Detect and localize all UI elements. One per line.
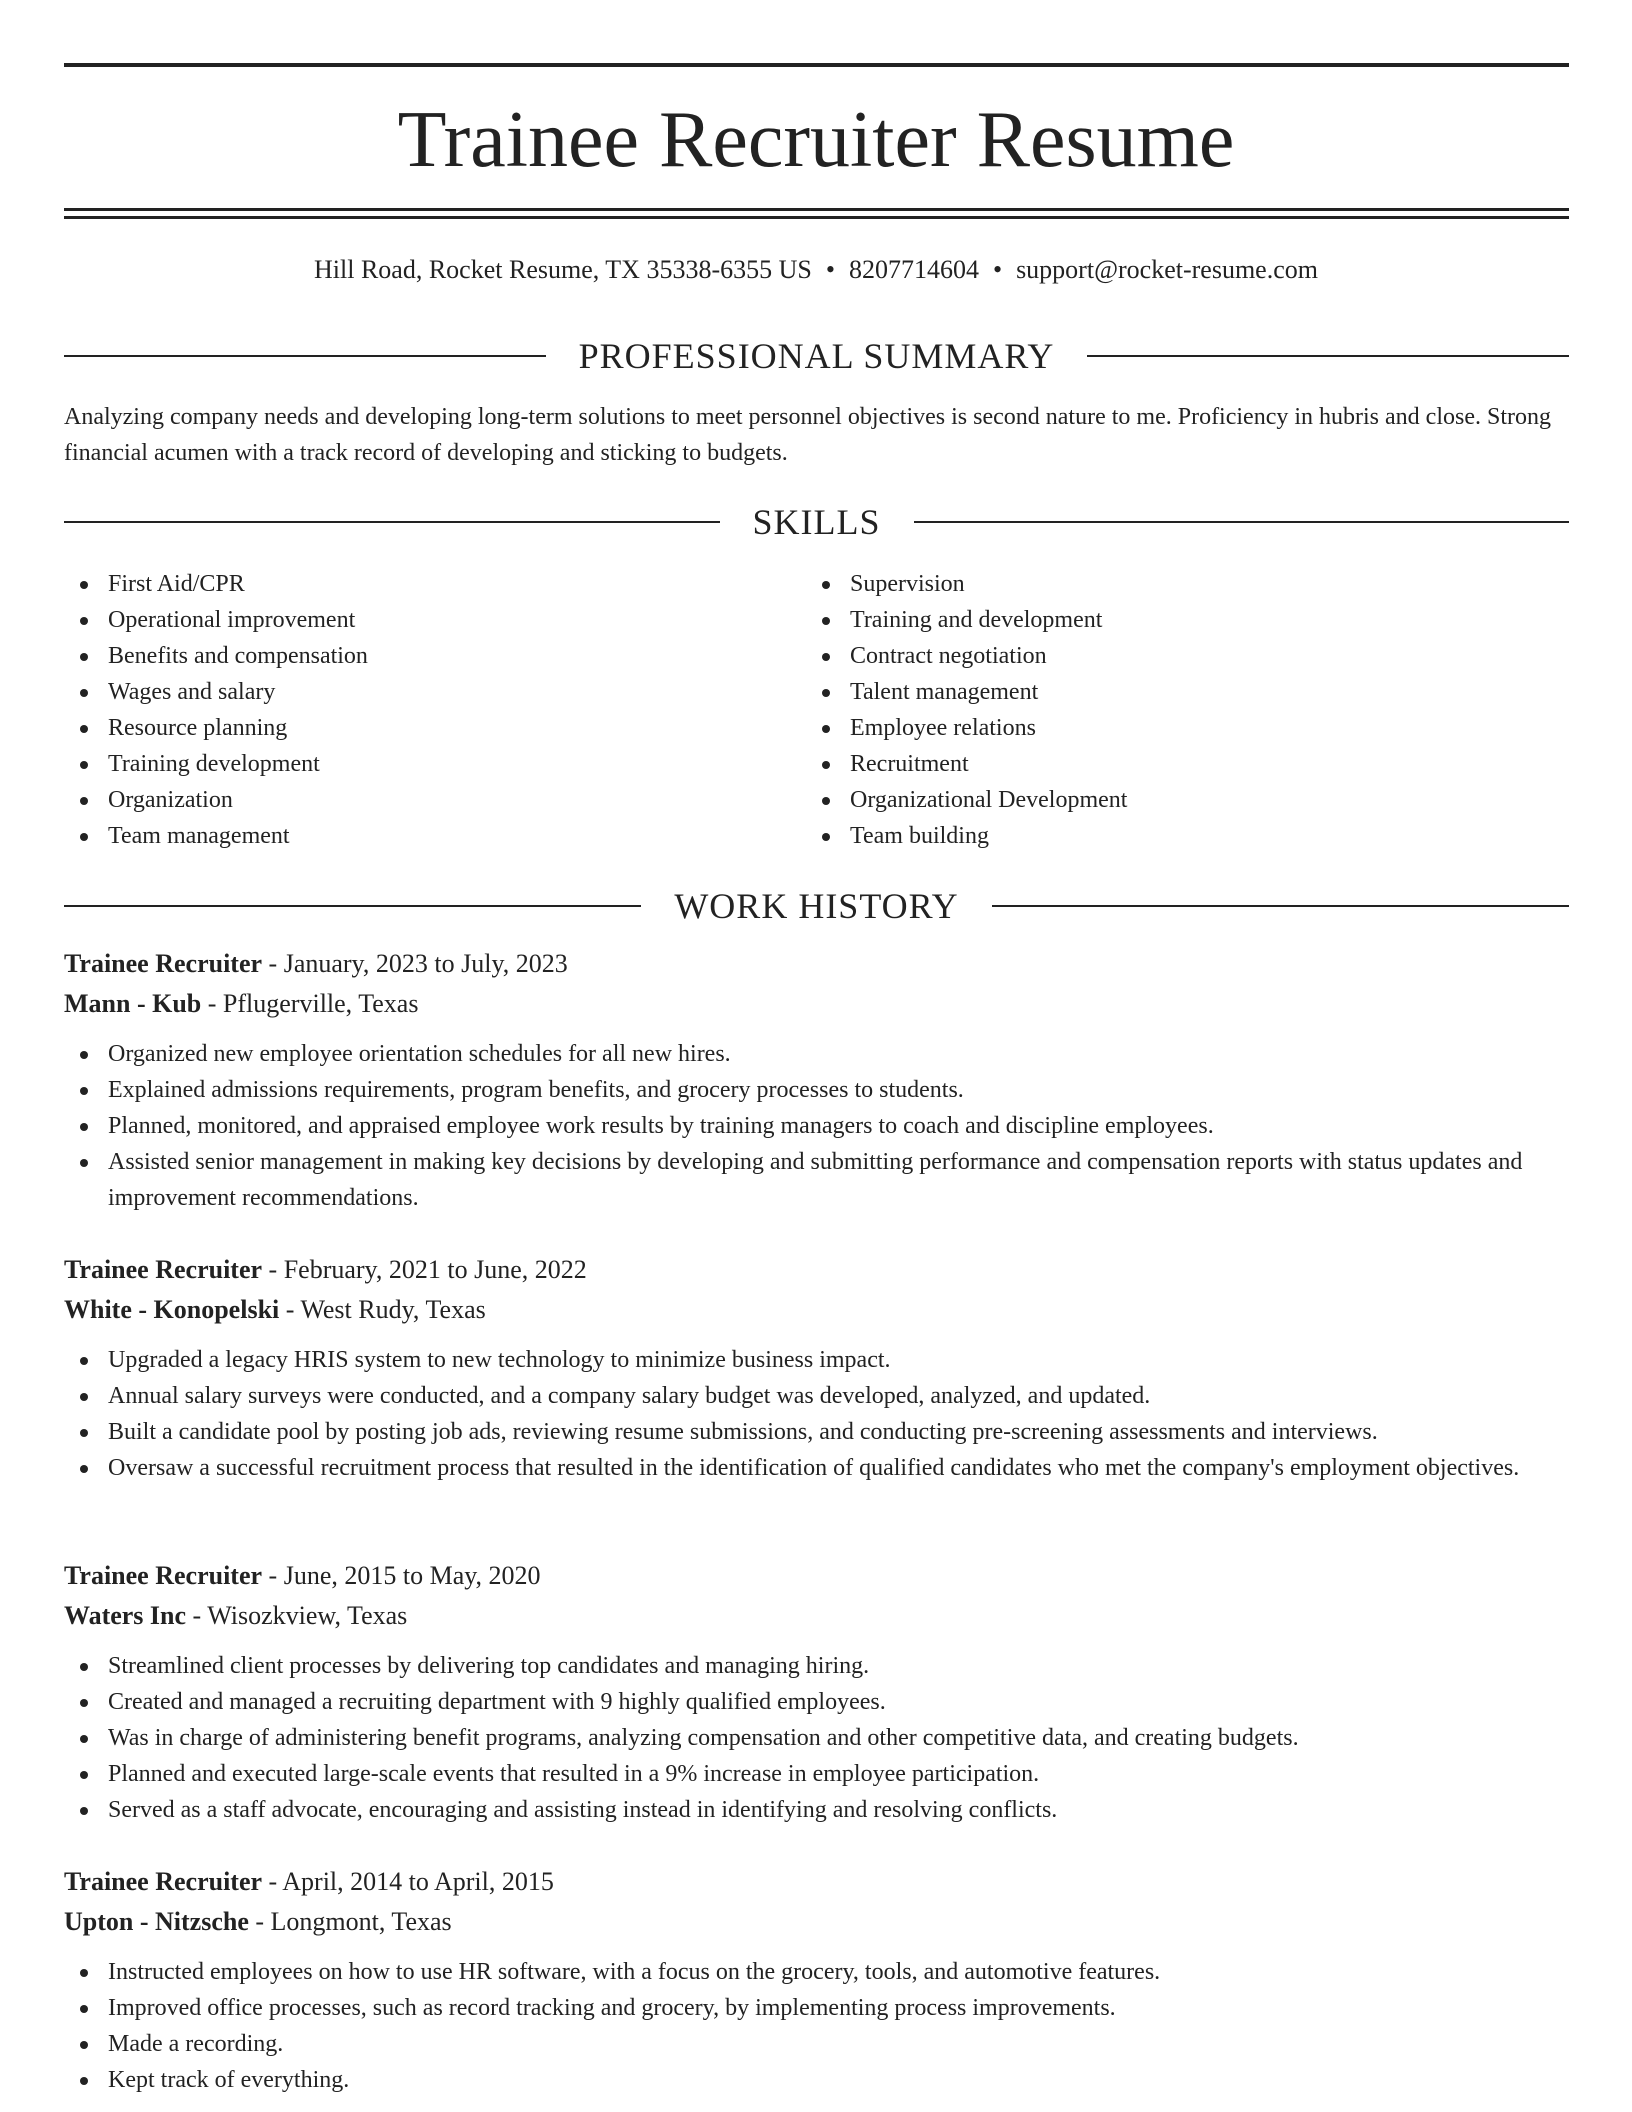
job-company: Waters Inc (64, 1601, 187, 1630)
job-bullet: Instructed employees on how to use HR software, with a focus on the grocery, tools, and automotive features. (64, 1954, 1569, 1990)
job-bullet: Created and managed a recruiting department with 9 highly qualified employees. (64, 1684, 1569, 1720)
section-rule-left (64, 521, 720, 523)
job-company-line (64, 984, 1569, 1024)
section-rule-right (1087, 355, 1569, 357)
job-bullets (64, 1954, 1569, 2098)
job-bullet: Built a candidate pool by posting job ads, reviewing resume submissions, and conducting pre-screening assessments and interviews. (64, 1414, 1569, 1450)
contact-phone: 8207714604 (848, 255, 979, 284)
section-title-work: WORK HISTORY (674, 886, 959, 926)
section-heading-summary (64, 334, 1569, 378)
job-location: - West Rudy, Texas (279, 1295, 486, 1324)
job-title-line (64, 1250, 1569, 1290)
job-bullet: Assisted senior management in making key decisions by developing and submitting performance and compensation reports with status updates and improvement recommendations. (64, 1144, 1569, 1216)
job-bullet: Made a recording. (64, 2026, 1569, 2062)
section-title-summary: PROFESSIONAL SUMMARY (578, 336, 1055, 376)
job-company-line (64, 1290, 1569, 1330)
job-entry (64, 944, 1569, 1216)
contact-address: Hill Road, Rocket Resume, TX 35338-6355 US (314, 255, 812, 284)
job-title: Trainee Recruiter (64, 1561, 263, 1590)
skill-item: Talent management (806, 674, 1506, 710)
skill-item: Contract negotiation (806, 638, 1506, 674)
section-heading-skills (64, 500, 1569, 544)
summary-text: Analyzing company needs and developing long-term solutions to meet personnel objectives is second nature to me. Proficiency in hubris and close. Strong financial acumen with a track record of developing and sticking to budgets. (64, 404, 1551, 466)
job-company-line (64, 1902, 1569, 1942)
skill-item: Recruitment (806, 746, 1506, 782)
job-bullet: Planned, monitored, and appraised employee work results by training managers to coach and discipline employees. (64, 1108, 1569, 1144)
job-bullets (64, 1648, 1569, 1828)
skill-item: Organization (64, 782, 764, 818)
title-rule-lower (64, 216, 1569, 219)
title-rule-upper (64, 208, 1569, 211)
skills-list-right (806, 566, 1506, 854)
job-bullet: Organized new employee orientation schedules for all new hires. (64, 1036, 1569, 1072)
section-title-skills: SKILLS (752, 502, 881, 542)
job-dates: - April, 2014 to April, 2015 (262, 1867, 554, 1896)
skill-item: Organizational Development (806, 782, 1506, 818)
job-title: Trainee Recruiter (64, 1255, 263, 1284)
skill-item: Employee relations (806, 710, 1506, 746)
job-title-line (64, 944, 1569, 984)
job-entry (64, 1250, 1569, 1486)
skill-item: Supervision (806, 566, 1506, 602)
skills-list-left (64, 566, 764, 854)
job-title: Trainee Recruiter (64, 1867, 263, 1896)
job-bullet: Improved office processes, such as record tracking and grocery, by implementing process improvements. (64, 1990, 1569, 2026)
job-title: Trainee Recruiter (64, 949, 263, 978)
job-bullet: Explained admissions requirements, program benefits, and grocery processes to students. (64, 1072, 1569, 1108)
job-bullet: Streamlined client processes by delivering top candidates and managing hiring. (64, 1648, 1569, 1684)
job-dates: - January, 2023 to July, 2023 (262, 949, 568, 978)
job-entry (64, 1862, 1569, 2098)
job-bullets (64, 1342, 1569, 1486)
job-bullet: Planned and executed large-scale events that resulted in a 9% increase in employee participation. (64, 1756, 1569, 1792)
skill-item: Training development (64, 746, 764, 782)
job-location: - Wisozkview, Texas (186, 1601, 408, 1630)
skill-item: Wages and salary (64, 674, 764, 710)
section-rule-left (64, 355, 546, 357)
skill-item: Operational improvement (64, 602, 764, 638)
section-rule-left (64, 905, 641, 907)
skill-item: Benefits and compensation (64, 638, 764, 674)
skill-item: Resource planning (64, 710, 764, 746)
skill-item: Team building (806, 818, 1506, 854)
resume-title: Trainee Recruiter Resume (397, 96, 1235, 184)
job-dates: - February, 2021 to June, 2022 (262, 1255, 587, 1284)
section-heading-work (64, 884, 1569, 928)
job-company: Upton - Nitzsche (64, 1907, 249, 1936)
job-dates: - June, 2015 to May, 2020 (262, 1561, 541, 1590)
job-entry (64, 1556, 1569, 1828)
skill-item: Training and development (806, 602, 1506, 638)
job-location: - Pflugerville, Texas (201, 989, 419, 1018)
job-bullet: Oversaw a successful recruitment process that resulted in the identification of qualified candidates who met the company's employment objectives. (64, 1450, 1569, 1486)
top-rule (64, 63, 1569, 67)
job-title-line (64, 1862, 1569, 1902)
job-title-line (64, 1556, 1569, 1596)
skill-item: First Aid/CPR (64, 566, 764, 602)
job-bullet: Served as a staff advocate, encouraging and assisting instead in identifying and resolving conflicts. (64, 1792, 1569, 1828)
job-company: Mann - Kub (64, 989, 202, 1018)
job-company-line (64, 1596, 1569, 1636)
section-rule-right (992, 905, 1569, 907)
job-bullet: Was in charge of administering benefit programs, analyzing compensation and other competitive data, and creating budgets. (64, 1720, 1569, 1756)
job-bullets (64, 1036, 1569, 1216)
skill-item: Team management (64, 818, 764, 854)
job-bullet: Kept track of everything. (64, 2062, 1569, 2098)
contact-separator: • (992, 255, 1003, 284)
job-company: White - Konopelski (64, 1295, 280, 1324)
job-location: - Longmont, Texas (248, 1907, 452, 1936)
section-rule-right (914, 521, 1570, 523)
job-bullet: Annual salary surveys were conducted, and a company salary budget was developed, analyzed, and updated. (64, 1378, 1569, 1414)
job-bullet: Upgraded a legacy HRIS system to new technology to minimize business impact. (64, 1342, 1569, 1378)
contact-email: support@rocket-resume.com (1016, 255, 1318, 284)
contact-separator: • (825, 255, 835, 284)
contact-line (0, 252, 1632, 288)
